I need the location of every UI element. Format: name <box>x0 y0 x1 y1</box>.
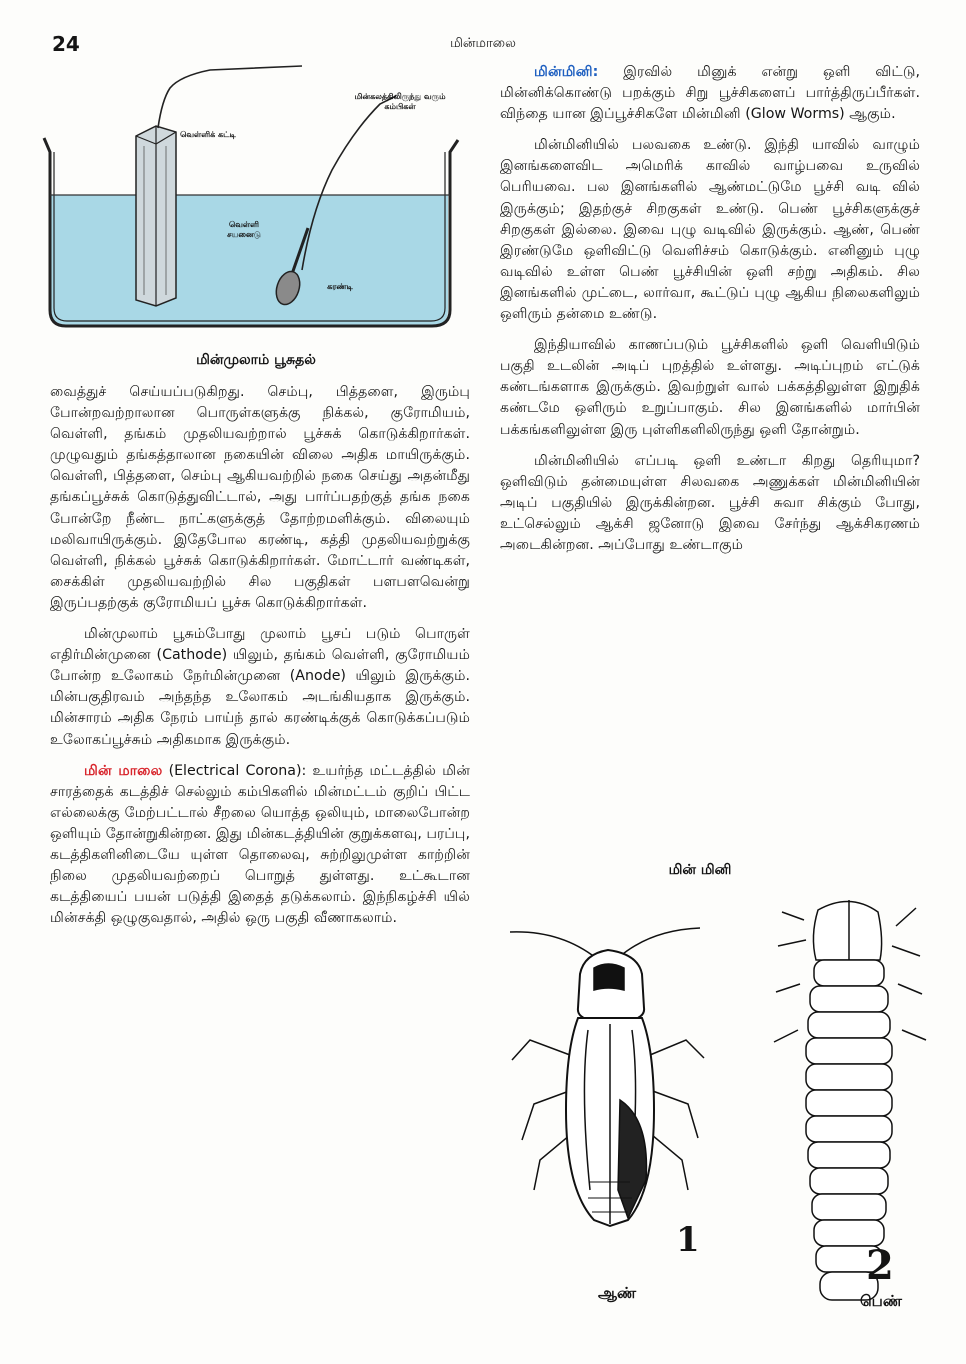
firefly-title: மின் மினி <box>668 862 732 878</box>
glow-worm-paragraph <box>500 62 920 125</box>
right-paragraph-2: மின்மினியில் பலவகை உண்டு. இந்தி யாவில் வாழும் இனங்களைவிட அமெரிக் காவில் வாழ்பவை உருவில் பெரியவை. பல இனங்களில் ஆண்மட்டுமே பூச்சி வடி வில் இருக்கும்; இதற்குச் சிறகுகள் உண்டு. பெண் பூச்சிகளுக்குச் சிறகுகள் இல்லை. இவை புழு வடிவில் இருக்கும். ஆண், பெண் இரண்டுமே ஒளிவிட்டு வெளிச்சம் கொடுக்கும். எனினும் புழு வடிவில் உள்ள பெண் பூச்சியின் ஒளி சற்று அதிகம். சில இனங்களில் முட்டை, லார்வா, கூட்டுப் புழு ஆகிய நிலைகளிலும் ஒளிரும் தன்மை உண்டு. <box>500 137 920 323</box>
glow-worm-term: மின்மினி: <box>534 64 599 80</box>
figure-caption: மின்முலாம் பூசுதல் <box>196 352 316 368</box>
right-column <box>500 62 920 566</box>
female-larva <box>774 900 926 1300</box>
left-paragraph-1: வைத்துச் செய்யப்படுகிறது. செம்பு, பித்தளை, இரும்பு போன்றவற்றாலான பொருள்களுக்கு நிக்கல், குரோமியம், வெள்ளி, தங்கம் முதலியவற்றால் பூச்சுக் கொடுக்கிறார்கள். முழுவதும் தங்கத்தாலான நகையின் விலை அதிக மாயிருக்கும். வெள்ளி, பித்தளை, செம்பு ஆகியவற்றில் நகை செய்து அதன்மீது தங்கப்பூச்சுக் கொடுத்துவிட்டால், அது பார்ப்பதற்குத் தங்க நகை போன்றே நீண்ட நாட்களுக்குத் தோற்றமளிக்கும். விலையும் மலிவாயிருக்கும். இதேபோல கரண்டி, கத்தி முதலியவற்றுக்கு வெள்ளி, நிக்கல் பூச்சுக் கொடுக்கிறார்கள். மோட்டார் வண்டிகள், சைக்கிள் முதலியவற்றில் சில பகுதிகள் பளபளவென்று இருப்பதற்குக் குரோமியப் பூச்சு கொடுக்கிறார்கள். <box>50 384 470 611</box>
male-label: ஆண் <box>598 1284 637 1302</box>
silver-bar <box>136 126 176 306</box>
corona-text: (Electrical Corona): உயர்ந்த மட்டத்தில் மின் சாரத்தைக் கடத்திச் செல்லும் கம்பிகளில் மின்மட்டம் குறிப் பிட்ட எல்லைக்கு மேற்பட்டால் சீறலை யொத்த ஒலியும், மாலைபோன்ற ஒளியும் தோன்றுகின்றன. இது மின்கடத்தியின் குறுக்களவு, பரப்பு, கடத்திகளினிடையே யுள்ள தொலைவு, சுற்றிலுமுள்ள காற்றின் நிலை முதலியவற்றைப் பொறுத் துள்ளது. உட்கூடான கடத்தியைப் பயன் படுத்தி இதைத் தடுக்கலாம். இந்நிகழ்ச்சி யில் மின்சக்தி ஒழுகுவதால், அதில் ஒரு பகுதி வீணாகலாம். <box>50 762 470 927</box>
male-number: 1 <box>676 1220 700 1260</box>
silver-cyanide-solution <box>50 195 448 325</box>
right-paragraph-4: மின்மினியில் எப்படி ஒளி உண்டா கிறது தெரியுமா? ஒளிவிடும் தன்மையுள்ள சிலவகை அணுக்கள் மின்மினியின் அடிப் பகுதியில் இருக்கின்றன. பூச்சி சுவா சிக்கும் போது, உட்செல்லும் ஆக்சி ஜனோடு இவை சேர்ந்து ஆக்சிகரணம் அடைகின்றன. அப்போது உண்டாகும் <box>500 452 920 553</box>
left-column <box>50 382 470 939</box>
wire-to-bar <box>158 66 302 128</box>
right-paragraph-3: இந்தியாவில் காணப்படும் பூச்சிகளில் ஒளி வெளியிடும் பகுதி உடலின் அடிப் புறத்தில் உள்ளது. அடிப்புறம் எட்டுக் கண்டங்களாக இருக்கும். இவற்றுள் வால் பக்கத்திலுள்ள இறுதிக் கண்டமே ஒளிரும் உறுப்பாகும். சில இனங்களில் மார்பின் பக்கங்களிலுள்ள இரு புள்ளிகளிலிருந்து ஒளி தோன்றும். <box>500 337 920 438</box>
spoon-label: கரண்டி <box>327 282 353 291</box>
male-firefly <box>510 928 704 1226</box>
female-label: பெண் <box>860 1292 902 1310</box>
female-number: 2 <box>866 1242 894 1289</box>
corona-paragraph <box>50 761 470 930</box>
page-number: 24 <box>52 32 80 56</box>
corona-term: மின் மாலை <box>84 762 163 779</box>
left-paragraph-2: மின்முலாம் பூசும்போது முலாம் பூசப் படும் பொருள் எதிர்மின்முனை (Cathode) யிலும், தங்கம் வெள்ளி, குரோமியம் போன்ற உலோகம் நேர்மின்முனை (Anode) யிலும் இருக்கும். மின்பகுதிரவம் அந்தந்த உலோகம் அடங்கியதாக இருக்கும். மின்சாரம் அதிக நேரம் பாய்ந் தால் கரண்டிக்குக் கொடுக்கப்படும் உலோகப்பூச்சும் அதிகமாக இருக்கும். <box>50 626 470 748</box>
glow-worm-text: இரவில் மினுக் என்று ஒளி விட்டு, மின்னிக்கொண்டு பறக்கும் சிறு பூச்சிகளைப் பார்த்திருப்பீர்கள். விந்தை யான இப்பூச்சிகளே மின்மினி (Glow Worms) ஆகும். <box>500 64 921 123</box>
electroplating-figure <box>40 60 472 342</box>
solution-label: வெள்ளி சயனைடு <box>227 220 261 239</box>
firefly-figure <box>500 890 940 1320</box>
running-head: மின்மாலை <box>450 36 516 51</box>
silver-bar-label: வெள்ளிக் கட்டி <box>180 130 236 139</box>
wires-label: மின்கலத்திலிருந்து வரும் கம்பிகள் <box>354 92 446 111</box>
